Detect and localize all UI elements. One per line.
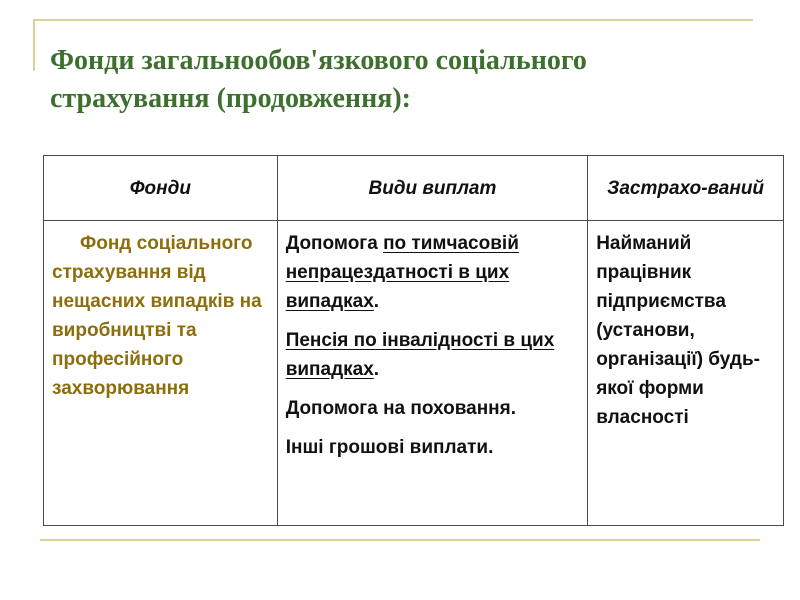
slide-title-line1: Фонди загальнообов'язкового соціального: [50, 45, 587, 76]
payment-other: Інші грошові виплати.: [285, 437, 494, 458]
payment-funeral: Допомога на поховання.: [285, 398, 517, 419]
top-decor-line: [33, 19, 753, 21]
fund-name-cell: [44, 221, 278, 526]
payment-temporary-disability: Допомога по тимчасовій непрацездатності в цих випадках.: [285, 233, 519, 312]
bottom-decor-line: [40, 539, 760, 541]
table-header-row: [44, 156, 784, 221]
left-decor-line: [33, 19, 35, 71]
header-payment-types: Види виплат: [277, 156, 588, 221]
table-row: [44, 221, 784, 526]
insured-text: Найманий працівник підприємства (установи, організації) будь-якої форми власності: [596, 233, 760, 428]
header-funds: Фонди: [44, 156, 278, 221]
payment-disability-pension: Пенсія по інвалідності в цих випадках.: [285, 330, 555, 380]
insured-cell: [588, 221, 784, 526]
fund-name: Фонд соціального страхування від нещасних випадків на виробництві та професійного захворювання: [52, 233, 262, 399]
payments-cell: [277, 221, 588, 526]
funds-table: [43, 155, 784, 526]
header-insured: Застрахо-ваний: [588, 156, 784, 221]
slide-title-line2: страхування (продовження):: [50, 83, 411, 114]
slide-title: [50, 42, 770, 118]
